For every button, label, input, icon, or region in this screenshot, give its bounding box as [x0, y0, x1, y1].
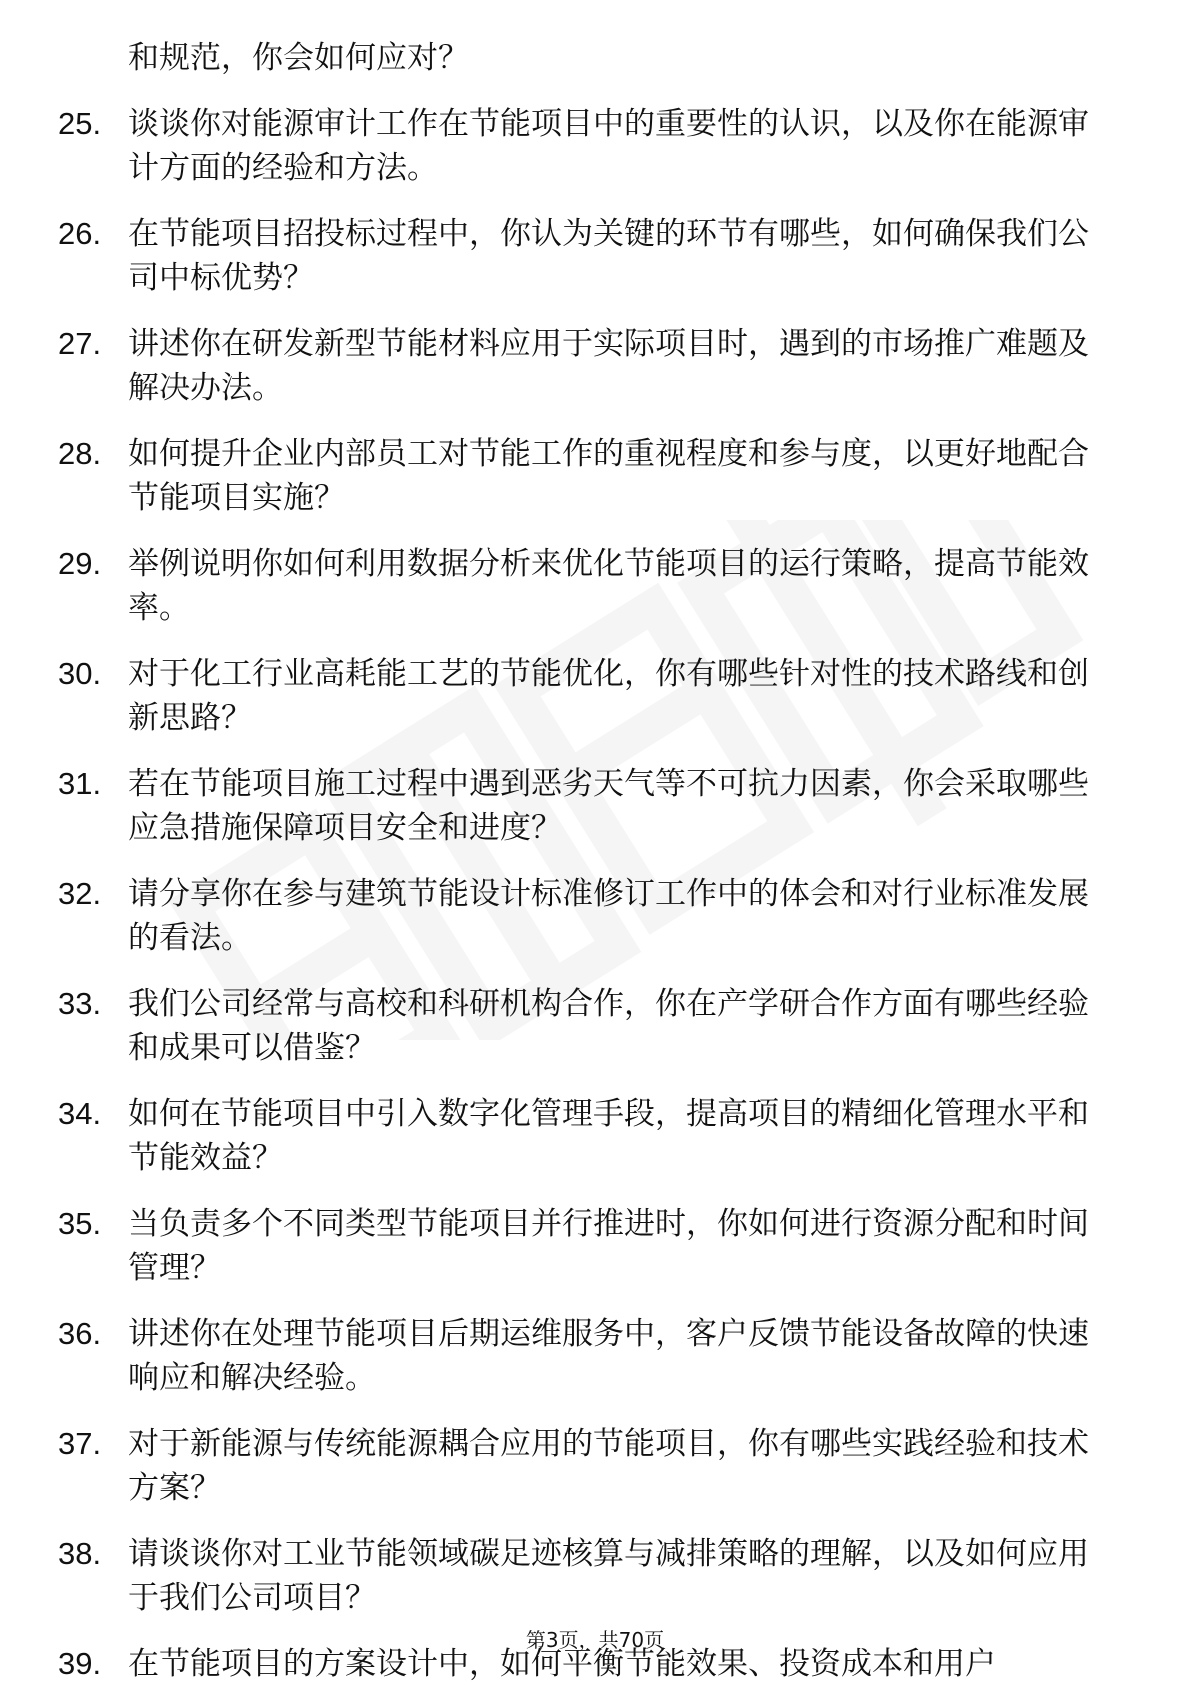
item-number: 36. [58, 1316, 102, 1351]
item-text: 谈谈你对能源审计工作在节能项目中的重要性的认识，以及你在能源审计方面的经验和方法。 [128, 106, 1089, 186]
item-number: 27. [58, 326, 102, 361]
item-text: 请分享你在参与建筑节能设计标准修订工作中的体会和对行业标准发展的看法。 [128, 876, 1089, 956]
list-item [58, 1532, 1118, 1620]
list-item [58, 322, 1118, 410]
list-item [58, 102, 1118, 190]
item-text: 如何在节能项目中引入数字化管理手段，提高项目的精细化管理水平和节能效益？ [128, 1096, 1089, 1176]
item-number: 39. [58, 1646, 102, 1681]
item-text: 如何提升企业内部员工对节能工作的重视程度和参与度，以更好地配合节能项目实施？ [128, 436, 1089, 516]
item-text: 在节能项目的方案设计中，如何平衡节能效果、投资成本和用户 [128, 1646, 996, 1682]
page-footer: 第3页，共70页 [525, 1628, 665, 1652]
item-text: 请谈谈你对工业节能领域碳足迹核算与减排策略的理解，以及如何应用于我们公司项目？ [128, 1536, 1089, 1616]
item-number: 29. [58, 546, 102, 581]
item-text: 对于化工行业高耗能工艺的节能优化，你有哪些针对性的技术路线和创新思路？ [128, 656, 1089, 736]
list-item [58, 762, 1118, 850]
item-number: 35. [58, 1206, 102, 1241]
list-item [58, 1202, 1118, 1290]
item-text: 若在节能项目施工过程中遇到恶劣天气等不可抗力因素，你会采取哪些应急措施保障项目安全和进度？ [128, 766, 1089, 846]
item-text: 讲述你在处理节能项目后期运维服务中，客户反馈节能设备故障的快速响应和解决经验。 [128, 1316, 1089, 1396]
list-item [58, 1312, 1118, 1400]
list-item [58, 432, 1118, 520]
item-number: 26. [58, 216, 102, 251]
continued-text: 和规范，你会如何应对？ [128, 40, 469, 76]
list-item [58, 212, 1118, 300]
list-item [58, 542, 1118, 630]
question-list [58, 36, 1118, 1708]
item-text: 我们公司经常与高校和科研机构合作，你在产学研合作方面有哪些经验和成果可以借鉴？ [128, 986, 1089, 1066]
list-item [58, 982, 1118, 1070]
item-number: 38. [58, 1536, 102, 1571]
item-text: 当负责多个不同类型节能项目并行推进时，你如何进行资源分配和时间管理？ [128, 1206, 1089, 1286]
item-number: 33. [58, 986, 102, 1021]
item-text: 举例说明你如何利用数据分析来优化节能项目的运行策略，提高节能效率。 [128, 546, 1089, 626]
item-number: 30. [58, 656, 102, 691]
item-number: 37. [58, 1426, 102, 1461]
item-text: 讲述你在研发新型节能材料应用于实际项目时，遇到的市场推广难题及解决办法。 [128, 326, 1089, 406]
item-text: 在节能项目招投标过程中，你认为关键的环节有哪些，如何确保我们公司中标优势？ [128, 216, 1089, 296]
item-number: 25. [58, 106, 102, 141]
item-number: 28. [58, 436, 102, 471]
item-number: 32. [58, 876, 102, 911]
list-item [58, 652, 1118, 740]
item-text: 对于新能源与传统能源耦合应用的节能项目，你有哪些实践经验和技术方案？ [128, 1426, 1089, 1506]
item-number: 31. [58, 766, 102, 801]
list-item [58, 872, 1118, 960]
list-item [58, 1422, 1118, 1510]
list-item [58, 1092, 1118, 1180]
item-number: 34. [58, 1096, 102, 1131]
